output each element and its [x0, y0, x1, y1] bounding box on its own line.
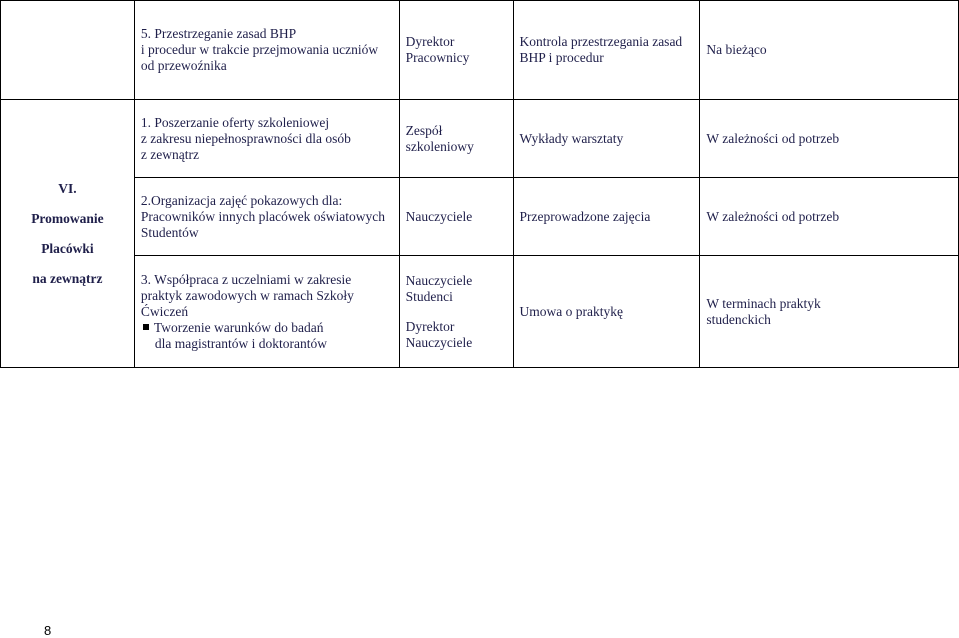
square-bullet-icon: [143, 324, 149, 330]
responsible-text: Nauczyciele: [405, 334, 473, 350]
form-text: Wykłady warsztaty: [519, 130, 624, 146]
activity-text: 3. Współpraca z uczelniami w zakresie: [140, 271, 352, 287]
form-text: Przeprowadzone zajęcia: [519, 208, 651, 224]
term-text: Na bieżąco: [706, 42, 767, 57]
term-cell: [700, 178, 959, 256]
form-cell: [513, 1, 700, 100]
responsible-text: Pracownicy: [405, 50, 470, 65]
activity-cell: [134, 1, 399, 100]
activity-text: Pracowników innych placówek oświatowych: [140, 208, 385, 224]
activity-text: praktyk zawodowych w ramach Szkoły: [140, 287, 354, 303]
section-title-line: Promowanie: [31, 210, 104, 226]
activity-text: od przewoźnika: [140, 58, 227, 73]
responsible-text: Zespół: [405, 122, 443, 138]
section-heading: [7, 181, 128, 287]
activity-text: Studentów: [140, 224, 199, 240]
form-cell: [513, 100, 700, 178]
page-number: 8: [44, 623, 52, 638]
bullet-item: [141, 320, 393, 336]
responsible-text: Dyrektor: [405, 34, 455, 49]
activity-text: z zakresu niepełnosprawności dla osób: [140, 130, 351, 146]
form-cell: [513, 256, 700, 368]
responsible-text: Nauczyciele: [405, 272, 473, 288]
activity-cell: [134, 178, 399, 256]
form-text: Kontrola przestrzegania zasad: [519, 34, 683, 49]
activity-text: 2.Organizacja zajęć pokazowych dla:: [140, 192, 343, 208]
responsible-text: Nauczyciele: [405, 208, 473, 224]
bullet-text-continued: dla magistrantów i doktorantów: [154, 335, 327, 351]
table-row: [1, 100, 959, 178]
table-row: [1, 178, 959, 256]
responsible-cell: [399, 1, 513, 100]
responsible-cell: [399, 178, 513, 256]
term-cell: [700, 1, 959, 100]
activity-text: i procedur w trakcie przejmowania uczniów: [140, 42, 379, 57]
responsible-cell: [399, 100, 513, 178]
term-text: W terminach praktyk: [706, 295, 821, 311]
responsible-text: Studenci: [405, 288, 453, 304]
activity-cell: [134, 256, 399, 368]
table-row: [1, 1, 959, 100]
term-text: studenckich: [706, 311, 771, 327]
term-cell: [700, 256, 959, 368]
responsible-cell: [399, 256, 513, 368]
section-title-line: Placówki: [41, 240, 94, 256]
table-row: [1, 256, 959, 368]
form-text: Umowa o praktykę: [519, 303, 623, 319]
activity-text: 5. Przestrzeganie zasad BHP: [140, 26, 297, 41]
section-title-line: na zewnątrz: [32, 270, 103, 286]
section-cell: [1, 100, 135, 368]
section-number: VI.: [58, 180, 77, 196]
activity-text: 1. Poszerzanie oferty szkoleniowej: [140, 114, 330, 130]
form-text: BHP i procedur: [519, 50, 604, 65]
activity-text: Ćwiczeń: [140, 303, 189, 319]
term-text: W zależności od potrzeb: [706, 208, 840, 224]
activity-text: z zewnątrz: [140, 146, 199, 162]
section-cell-empty: [1, 1, 135, 100]
activity-cell: [134, 100, 399, 178]
responsible-text: Dyrektor: [405, 318, 455, 334]
form-cell: [513, 178, 700, 256]
term-cell: [700, 100, 959, 178]
responsible-text: szkoleniowy: [405, 138, 474, 154]
bullet-text: Tworzenie warunków do badań: [153, 319, 324, 335]
term-text: W zależności od potrzeb: [706, 130, 840, 146]
